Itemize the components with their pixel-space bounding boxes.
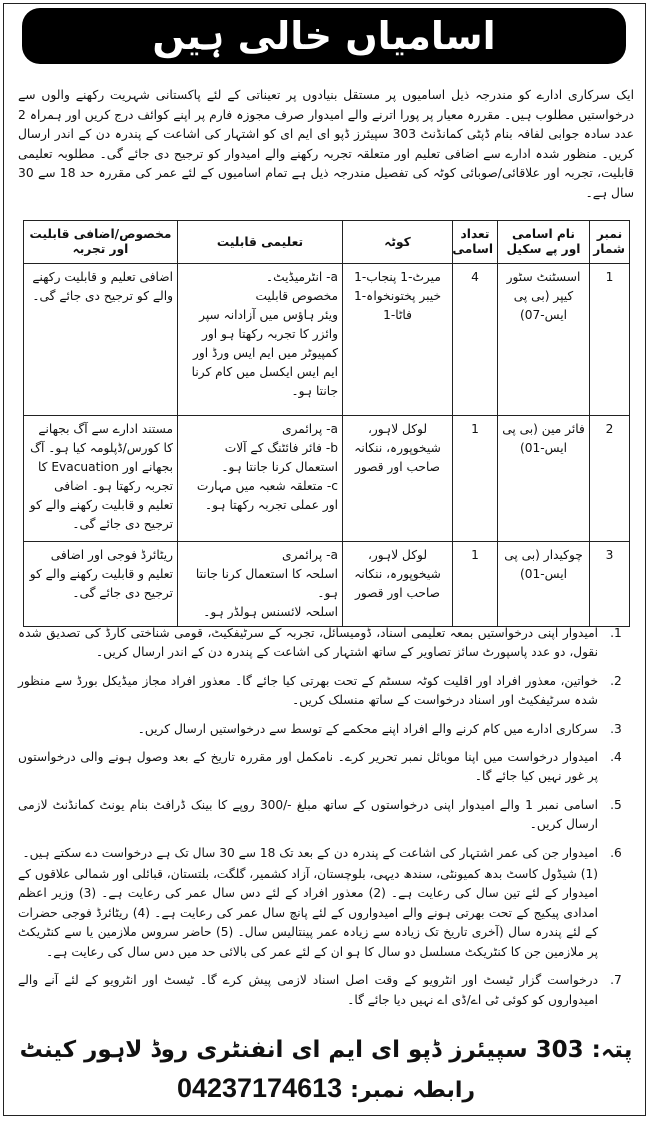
row-experience: مستند ادارے سے آگ بجھانے کا کورس/ڈپلومہ کیا ہو۔ آگ بجھانے اور Evacuation کا تجربہ رکھتا ہو۔ اضافی تعلیم و قابلیت رکھنے والے کو ترجیح دی جائے گی۔ bbox=[24, 416, 178, 542]
qualification-line: a- انٹرمیڈیٹ۔ bbox=[265, 270, 338, 284]
table-row bbox=[24, 264, 630, 416]
note-text: درخواست گزار ٹیسٹ اور انٹرویو کے وقت اصل اسناد لازمی پیش کرے گا۔ ٹیسٹ اور انٹرویو کے لئے آنے والے امیدواروں کو کوئی ٹی اے/ڈی اے نہیں دیا جائے گا۔ bbox=[18, 973, 598, 1007]
qualification-line: مخصوص قابلیت bbox=[255, 289, 338, 303]
qualification-line: b- فائر فائٹنگ کے آلات استعمال کرنا جانتا ہو۔ bbox=[221, 441, 338, 474]
note-number: 6. bbox=[610, 845, 622, 860]
header-qualification: تعلیمی قابلیت bbox=[178, 221, 343, 264]
address: پتہ: 303 سپیئرز ڈپو ای ایم ای انفنٹری روڈ لاہور کینٹ bbox=[19, 1037, 633, 1063]
phone-label: رابطہ نمبر: bbox=[350, 1078, 476, 1103]
row-experience: اضافی تعلیم و قابلیت رکھنے والے کو ترجیح دی جائے گی۔ bbox=[24, 264, 178, 416]
header-quota: کوٹہ bbox=[343, 221, 453, 264]
header-serial: نمبر شمار bbox=[590, 221, 630, 264]
header-experience: مخصوص/اضافی قابلیت اور تجربہ bbox=[24, 221, 178, 264]
note-number: 1. bbox=[610, 626, 622, 640]
list-item bbox=[18, 971, 634, 1010]
qualification-line: اسلحہ لائسنس ہولڈر ہو۔ bbox=[203, 605, 338, 619]
list-item bbox=[18, 720, 634, 739]
list-item bbox=[18, 624, 634, 663]
qualification-line: ویئر ہاؤس میں آزادانہ سپر وائزر کا تجربہ رکھتا ہو اور کمپیوٹر میں ایم ایس ورڈ اور ایم ایس ایکسل میں کام کرنا جانتا ہو۔ bbox=[191, 308, 338, 398]
list-item bbox=[18, 844, 634, 962]
row-qualification bbox=[178, 416, 343, 542]
age-relaxation-text: (1) شیڈول کاسٹ بدھ کمیونٹی، سندھ دیہی، بلوچستان، آزاد کشمیر، گلگت، بلتستان، قبائلی اور شمالی علاقوں کے امیدوار کے لئے تین سال کی رعایت ہے۔ (2) معذور افراد کے لئے دس سال عمر کی رعایت ہے۔ (3) وزیر اعظم امدادی پیکیج کے تحت بھرتی ہونے والے امیدواروں کے لئے پانچ سال عمر کی رعایت ہے۔ (4) ریٹائرڈ فوجی حضرات کے لئے پندرہ سال (آخری تاریخ تک زیادہ سے زیادہ عمر پینتالیس سال۔ (5) حاضر سروس ملازمین یا سے کنٹریکٹ پر ملازمین جن کا کنٹریکٹ مسلسل دو سال کا ہو ان کے لئے عمر کی بالائی حد میں دس سال کی رعایت ہے۔ bbox=[18, 867, 599, 959]
row-count: 4 bbox=[453, 264, 498, 416]
table-header-row bbox=[24, 221, 630, 264]
note-number: 3. bbox=[610, 721, 622, 736]
instructions-list bbox=[18, 624, 634, 1019]
row-quota: لوکل لاہور، شیخوپورہ، ننکانہ صاحب اور قصور bbox=[343, 542, 453, 627]
row-qualification bbox=[178, 264, 343, 416]
note-text: اسامی نمبر 1 والے امیدوار اپنی درخواستوں کے ساتھ مبلغ -/300 روپے کا بینک ڈرافٹ بنام یونٹ کمانڈنٹ لازمی ارسال کریں۔ bbox=[18, 797, 598, 832]
qualification-line: a- پرائمری bbox=[282, 548, 338, 562]
qualification-line: اسلحہ کا استعمال کرنا جانتا ہو۔ bbox=[195, 567, 338, 600]
phone-number: 04237174613 bbox=[176, 1073, 343, 1103]
note-number: 4. bbox=[610, 750, 622, 765]
intro-paragraph: ایک سرکاری ادارے کو مندرجہ ذیل اسامیوں پر مستقل بنیادوں پر تعیناتی کے لئے پاکستانی شہریت رکھنے والوں سے درخواستیں مطلوب ہیں۔ مقررہ معیار پر پورا اترنے والے امیدوار صرف مجوزہ فارم پر اپنے کوائف درج کریں اور ہمراہ 2 عدد سادہ جوابی لفافہ بنام ڈپٹی کمانڈنٹ 303 سپیئرز ڈپو ای ایم ای کو اشتہار کی اشاعت کے پندرہ دن کے اندر ارسال کریں۔ منظور شدہ ادارے سے اضافی تعلیم اور متعلقہ تجربہ رکھنے والے امیدوار کو ترجیح دی جائے گی۔ مطلوبہ تعلیمی قابلیت، تجربہ اور علاقائی/صوبائی کوٹہ کی تفصیل مندرجہ ذیل ہے تمام اسامیوں کے لئے عمر کی مقررہ حد 18 سے 30 سال ہے۔ bbox=[18, 88, 635, 200]
row-serial: 1 bbox=[590, 264, 630, 416]
row-experience: ریٹائرڈ فوجی اور اضافی تعلیم و قابلیت رکھنے والے کو ترجیح دی جائے گی۔ bbox=[24, 542, 178, 627]
row-quota: میرٹ-1 پنجاب-1 خیبر پختونخواہ-1 فاٹا-1 bbox=[343, 264, 453, 416]
row-count: 1 bbox=[453, 542, 498, 627]
row-post: چوکیدار (بی پی ایس-01) bbox=[498, 542, 590, 627]
phone-line bbox=[18, 1068, 634, 1111]
table-row bbox=[24, 542, 630, 627]
header-count: تعداد اسامی bbox=[453, 221, 498, 264]
table-row bbox=[24, 416, 630, 542]
page-title: اسامیاں خالی ہیں bbox=[22, 8, 626, 64]
row-serial: 3 bbox=[590, 542, 630, 627]
list-item bbox=[18, 796, 634, 835]
note-number: 5. bbox=[610, 797, 622, 812]
note-text: امیدوار درخواست میں اپنا موبائل نمبر تحریر کرے۔ نامکمل اور مقررہ تاریخ کے بعد وصول ہونے والی درخواستوں پر غور نہیں کیا جائے گا۔ bbox=[18, 750, 598, 784]
note-number: 7. bbox=[610, 973, 622, 988]
note-number: 2. bbox=[610, 673, 622, 688]
vacancy-table bbox=[23, 220, 630, 627]
note-text bbox=[18, 844, 598, 962]
list-item bbox=[18, 748, 634, 787]
contact-footer bbox=[18, 1032, 634, 1111]
row-serial: 2 bbox=[590, 416, 630, 542]
row-count: 1 bbox=[453, 416, 498, 542]
header-post: نام اسامی اور پے سکیل bbox=[498, 221, 590, 264]
note-text: خواتین، معذور افراد اور اقلیت کوٹہ سسٹم کے تحت بھرتی کیا جائے گا۔ معذور افراد مجاز میڈیکل بورڈ سے منظور شدہ سرٹیفکیٹ اور اسناد درخواست کے ساتھ منسلک کریں۔ bbox=[18, 673, 598, 708]
note-main-text: امیدوار جن کی عمر اشتہار کی اشاعت کے پندرہ دن کے بعد تک 18 سے 30 سال تک ہے درخواست دے سکتے ہیں۔ bbox=[22, 845, 598, 860]
list-item bbox=[18, 672, 634, 711]
row-quota: لوکل لاہور، شیخوپورہ، ننکانہ صاحب اور قصور bbox=[343, 416, 453, 542]
row-qualification bbox=[178, 542, 343, 627]
note-text: امیدوار اپنی درخواستیں بمعہ تعلیمی اسناد، ڈومیسائل، تجربہ کے سرٹیفکیٹ، قومی شناختی کارڈ کی تصدیق شدہ نقول، دو عدد پاسپورٹ سائز تصاویر کے ساتھ اشتہار کی اشاعت کے پندرہ دن کے اندر ارسال کریں۔ bbox=[18, 626, 598, 660]
note-text: سرکاری ادارے میں کام کرنے والے افراد اپنے محکمے کے توسط سے درخواستیں ارسال کریں۔ bbox=[137, 721, 598, 736]
qualification-line: c- متعلقہ شعبہ میں مہارت اور عملی تجربہ رکھتا ہو۔ bbox=[196, 479, 338, 512]
qualification-line: a- پرائمری bbox=[282, 422, 338, 436]
row-post: فائر مین (بی پی ایس-01) bbox=[498, 416, 590, 542]
row-post: اسسٹنٹ سٹور کیپر (بی پی ایس-07) bbox=[498, 264, 590, 416]
